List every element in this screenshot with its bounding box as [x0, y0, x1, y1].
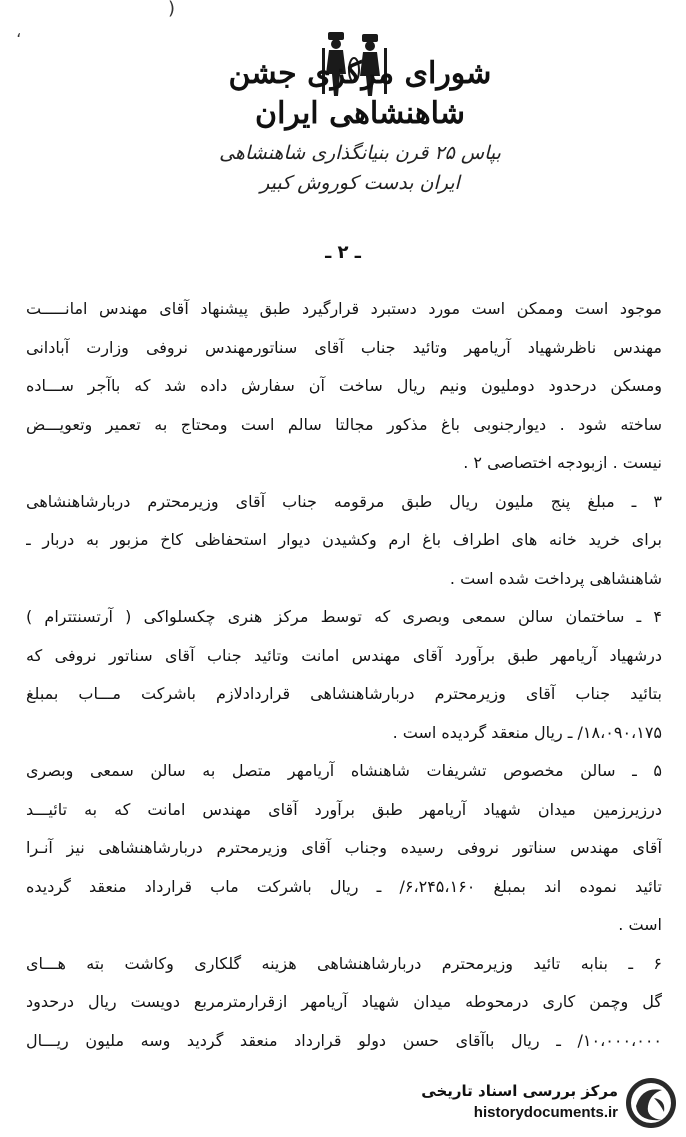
body-line: ۳ ـ مبلغ پنج ملیون ریال طبق مرقومه جناب آقای وزیرمحترم دربارشاهنشاهی: [26, 491, 662, 511]
body-line: ۵ ـ سالن مخصوص تشریفات شاهنشاه آریامهر متصل به سالن سمعی وبصری: [26, 761, 662, 780]
body-line: ۶ ـ بنابه تائید وزیرمحترم دربارشاهنشاهی هزینه گلکاری وکاشت بته هـــای: [26, 953, 662, 973]
organization-motto: بپاس ۲۵ قرن بنیانگذاری شاهنشاهی ایران بدست کوروش کبیر: [219, 142, 501, 194]
body-line: موجود است وممکن است مورد دستبرد قرارگیرد طبق پیشنهاد آقای مهندس امانـــــت: [26, 299, 662, 318]
edge-mark-side: ،: [16, 22, 22, 41]
letterhead: [200, 54, 520, 198]
edge-mark-top: ): [168, 0, 176, 19]
body-line: تائید نموده اند بمبلغ ۶،۲۴۵،۱۶۰/ ـ ریال باشرکت ماب قرارداد منعقد گردیده: [26, 876, 662, 896]
body-line: گل وچمن کاری درمحوطه میدان شهیاد آریامهر ازقرارمترمربع دویست ریال درحدود: [26, 992, 662, 1011]
body-line: برای خرید خانه های اطراف باغ ارم وکشیدن دیوار استحفاظی کاخ مزبور به دربار ـ: [26, 530, 662, 549]
body-line: درزیرزمین میدان شهیاد آریامهر طبق برآورد آقای مهندس امانت که به تائیـــد: [26, 799, 662, 819]
letter-body: [26, 290, 662, 1060]
body-line: ۴ ـ ساختمان سالن سمعی وبصری که توسط مرکز هنری چکسلواکی ( آرتسنتترام ): [26, 607, 662, 626]
body-line: نیست . ازبودجه اختصاصی ۲ .: [463, 453, 662, 472]
body-line: ومسکن درحدود دوملیون ونیم ریال ساخت آن سفارش داده شد که باآجر ســـاده: [26, 376, 662, 395]
organization-title: شورای مرکزی جشن شاهنشاهی ایران: [228, 56, 492, 131]
body-line: آقای مهندس سناتور نروفی رسیده وجناب آقای وزیرمحترم دربارشاهنشاهی نیز آنـرا: [26, 838, 662, 857]
body-line: بتائید جناب آقای وزیرمحترم دربارشاهنشاهی قراردادلازم باشرکت مـــاب بمبلغ: [26, 684, 662, 703]
body-line: ساخته شود . دیوارجنوبی باغ مذکور مجالتا سالم است ومحتاج به تعمیر وتعویـــض: [26, 414, 662, 434]
body-line: درشهیاد آریامهر طبق برآورد آقای مهندس امانت وتائید جناب آقای سناتور نروفی که: [26, 645, 662, 665]
body-line: ۱۸،۰۹۰،۱۷۵/ ـ ریال منعقد گردیده است .: [392, 722, 662, 742]
archive-url[interactable]: historydocuments.ir: [473, 1104, 618, 1121]
body-line: است .: [618, 915, 662, 934]
page-number: ـ ۲ ـ: [325, 242, 361, 263]
archive-name: مرکز بررسی اسناد تاریخی: [421, 1082, 618, 1100]
body-line: مهندس ناظرشهیاد آریامهر وتائید جناب آقای سناتورمهندس نروفی وزارت آبادانی: [26, 337, 662, 357]
watermark-text: [386, 1080, 618, 1124]
body-line: شاهنشاهی پرداخت شده است .: [449, 568, 662, 588]
archive-swirl-logo-icon: [624, 1076, 678, 1130]
body-line: ۱۰،۰۰۰،۰۰۰/ ـ ریال باآقای حسن دولو قرارداد منعقد گردید وسه ملیون ریـــال: [26, 1030, 662, 1050]
archive-watermark: [384, 1076, 680, 1130]
